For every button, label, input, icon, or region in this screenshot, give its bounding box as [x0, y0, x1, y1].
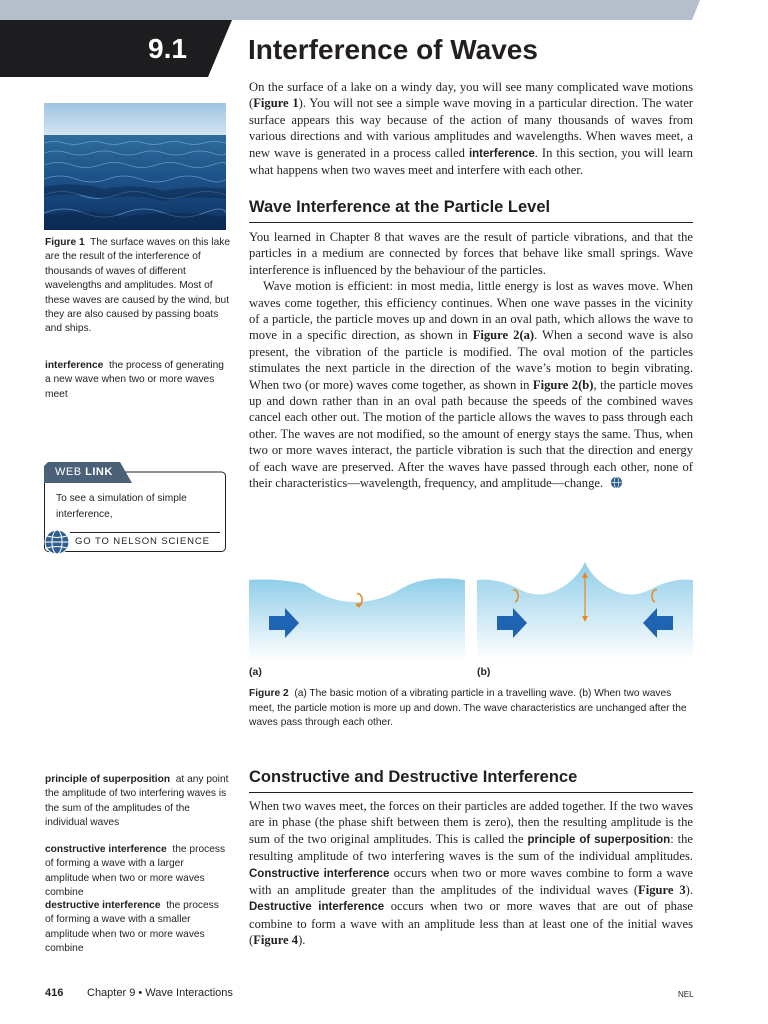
globe-icon[interactable] — [44, 529, 70, 555]
figure2a-label: (a) — [249, 666, 262, 678]
keyword-superposition: principle of superposition — [527, 833, 671, 846]
page-title: Interference of Waves — [248, 34, 538, 65]
section-heading-particle-level: Wave Interference at the Particle Level — [249, 198, 693, 223]
keyword-interference: interference — [468, 147, 535, 160]
glossary-term: constructive interference — [45, 844, 167, 855]
figure2a-ref: Figure 2(a) — [472, 328, 535, 343]
figure4-ref: Figure 4 — [253, 933, 299, 948]
weblink-text: To see a simulation of simple interference, — [56, 493, 187, 520]
glossary-interference — [45, 359, 230, 402]
section1-paragraph-1: You learned in Chapter 8 that waves are the result of particle vibrations, and that the particles in a medium are connected by forces that behave like small springs. Wave interference is influenced by the behaviour of the particles. — [249, 230, 693, 277]
glossary-constructive — [45, 843, 230, 901]
glossary-definition: the process of generating a new wave when two or more waves meet — [45, 360, 224, 400]
figure2b-label: (b) — [477, 666, 491, 678]
intro-paragraph: On the surface of a lake on a windy day, you will see many complicated wave motions (Figure 1). You will not see a simple wave moving in a particular direction. The water surface appears this way because of the action of many thousands of waves from various directions and with various amplitudes and wavelengths. When waves meet, a new wave is generated in a process called interference. In this section, you will learn what happens when two waves meet and interfere with each other. — [249, 80, 693, 178]
glossary-term: principle of superposition — [45, 774, 171, 785]
figure1-ref: Figure 1 — [253, 96, 299, 111]
figure2a-wave-panel — [249, 578, 465, 660]
figure1-caption — [45, 236, 230, 337]
glossary-definition: at any point the amplitude of two interfering waves is the sum of the amplitudes of the individual waves — [45, 774, 229, 829]
weblink-title: WEB LINK — [55, 466, 113, 478]
glossary-destructive — [45, 899, 230, 957]
figure2-caption — [249, 687, 697, 731]
page-number: 416 — [45, 987, 64, 999]
publisher-label: NEL — [678, 990, 694, 999]
glossary-definition: the process of forming a wave with a smaller amplitude when two or more waves combine — [45, 900, 219, 955]
figure2-label: Figure 2 — [249, 688, 289, 699]
go-to-nelson-science-link[interactable]: GO TO NELSON SCIENCE — [75, 536, 210, 547]
glossary-term: interference — [45, 360, 104, 371]
glossary-superposition — [45, 773, 230, 831]
figure2b-ref: Figure 2(b) — [532, 377, 594, 392]
header-bar — [0, 0, 768, 20]
figure1-caption-text: The surface waves on this lake are the result of the interference of thousands of waves of different wavelengths and amplitudes. Most of these waves are caused by the wind, but they are also caused by passing boats and ships. — [45, 237, 230, 335]
section1-paragraph-2: Wave motion is efficient: in most media, little energy is lost as waves move. When waves come together, this efficiency continues. When one wave passes in the vicinity of a particle, the particle moves up and down in an oval path, which allows the wave to move in a specific direction, as shown in Figure 2(a). When a second wave is also present, the vibration of the particle is modified. The oval motion of the particles stimulates the next particle in the direction of the wave’s motion to begin vibrating. When two (or more) waves come together, as shown in Figure 2(b), the particle moves up and down rather than in an oval path because the speeds of the combined waves cancel each other out. The motion of the particle allows the waves to pass through each other. The waves are not modified, so the amount of energy stays the same. Thus, when two or more waves interact, the particle vibration is such that the direction and energy of each wave are preserved. After the waves have passed through each other, none of their characteristics—wavelength, frequency, and amplitude—change. — [249, 279, 693, 491]
section2-body: When two waves meet, the forces on their particles are added together. If the two waves are in phase (the phase shift between them is zero), then the resulting amplitude is the sum of the two original amplitudes. This is called the principle of superposition: the resulting amplitude of two interfering waves is the sum of the individual amplitudes. Constructive interference occurs when two or more waves combine to form a wave with an amplitude greater than the amplitudes of the individual waves (Figure 3). Destructive interference occurs when two or more waves that are out of phase combine to form a wave with an amplitude less than at least one of the initial waves (Figure 4). — [249, 799, 693, 948]
chapter-label: Chapter 9 • Wave Interactions — [87, 987, 233, 999]
section-tab — [0, 20, 232, 77]
weblink-divider — [70, 532, 220, 533]
figure3-ref: Figure 3 — [638, 883, 686, 898]
figure1-label: Figure 1 — [45, 237, 85, 248]
keyword-constructive: Constructive interference — [249, 867, 390, 880]
section-heading-constructive-destructive: Constructive and Destructive Interference — [249, 768, 693, 793]
glossary-definition: the process of forming a wave with a larger amplitude when two or more waves combine — [45, 844, 226, 899]
figure2b-wave-panel — [477, 562, 693, 660]
section1-body — [249, 229, 693, 492]
figure2-diagram — [249, 560, 694, 660]
lake-photo — [44, 103, 226, 230]
section-number: 9.1 — [148, 33, 187, 64]
glossary-term: destructive interference — [45, 900, 161, 911]
keyword-destructive: Destructive interference — [249, 901, 385, 914]
globe-icon[interactable] — [610, 476, 623, 489]
figure2-caption-text: (a) The basic motion of a vibrating particle in a travelling wave. (b) When two waves meet, the particle motion is more up and down. The wave characteristics are unchanged after the waves pass through each other. — [249, 688, 687, 729]
